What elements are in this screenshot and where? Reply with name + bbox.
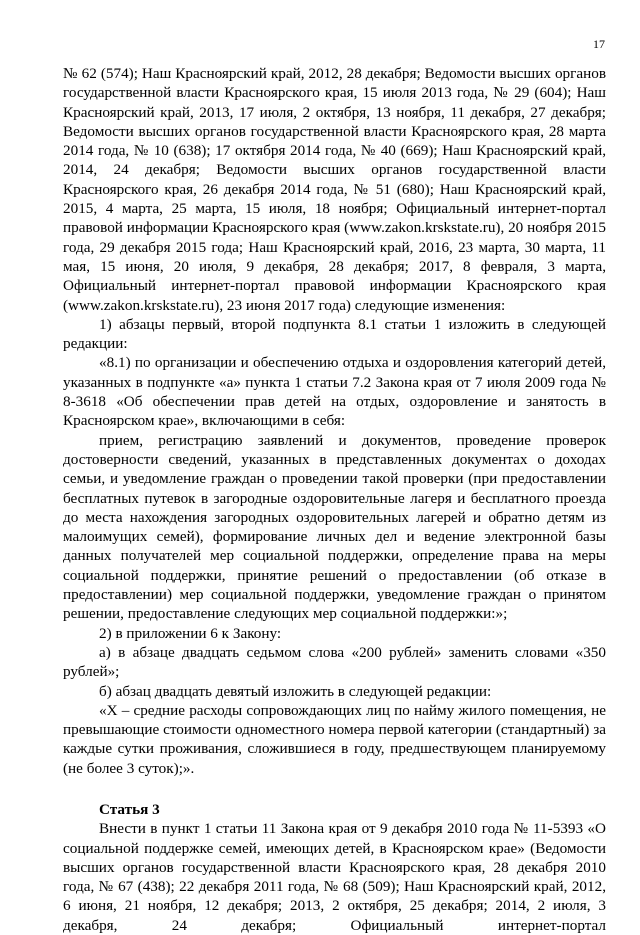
paragraph-quote-8-1: «8.1) по организации и обеспечению отдыха и оздоровления категорий детей, указанных в подпункте «а» пункта 1 статьи 7.2 Закона края от 7 июля 2009 года № 8-3618 «Об обеспечении прав детей на отдых, оздоровление и занятость в Красноярском крае», включающими в себя: (63, 354, 606, 430)
paragraph-reception: прием, регистрацию заявлений и документов, проведение проверок достоверности сведений, указанных в представленных документах о доходах семьи, и уведомление граждан о проведении такой проверки (при предоставлении бесплатных путевок в загородные оздоровительные лагеря и бесплатного проезда до места нахождения загородных оздоровительных лагерей и обратно детям из малоимущих семей), формирование личных дел и ведение электронной базы данных получателей мер социальной поддержки, определение права на меры социальной поддержки, принятие решений о предоставлении (об отказе в предоставлении) мер социальной поддержки, уведомление граждан о принятом решении, предоставление следующих мер социальной поддержки:»; (63, 431, 606, 623)
paragraph-formula-x: «Х – средние расходы сопровождающих лиц по найму жилого помещения, не превышающие стоимости одноместного номера первой категории (стандартный) за каждые сутки проживания, сложившиеся в году, предшествующем планируемому (не более 3 суток);». (63, 701, 606, 777)
article-3-heading: Статья 3 (99, 800, 160, 818)
section-gap (63, 778, 606, 800)
paragraph-article-3: Внести в пункт 1 статьи 11 Закона края от 9 декабря 2010 года № 11-5393 «О социальной поддержке семей, имеющих детей, в Красноярском крае» (Ведомости высших органов государственной власти Красноярского края, 28 декабря 2010 года, № 67 (438); 22 декабря 2011 года, № 68 (509); Наш Красноярский край, 2012, 6 июня, 21 ноября, 12 декабря; 2013, 2 октября, 25 декабря; 2014, 2 июля, 3 декабря, 24 декабря; Официальный интернет-портал (63, 820, 606, 934)
paragraph-publications: № 62 (574); Наш Красноярский край, 2012, 28 декабря; Ведомости высших органов государственной власти Красноярского края, 15 июля 2013 года, № 29 (604); Наш Красноярский край, 2013, 17 июля, 2 октября, 13 ноября, 11 декабря, 27 декабря; Ведомости высших органов государственной власти Красноярского края, 28 марта 2014 года, № 10 (638); 17 октября 2014 года, № 40 (669); Наш Красноярский край, 2014, 24 декабря; Ведомости высших органов государственной власти Красноярского края, 26 декабря 2014 года, № 51 (680); Наш Красноярский край, 2015, 4 марта, 25 марта, 15 июля, 18 ноября; Официальный интернет-портал правовой информации Красноярского края (www.zakon.krskstate.ru), 20 ноября 2015 года, 29 декабря 2015 года; Наш Красноярский край, 2016, 23 марта, 30 марта, 11 мая, 15 июня, 20 июля, 9 декабря, 28 декабря; 2017, 8 февраля, 3 марта, Официальный интернет-портал правовой информации Красноярского края (www.zakon.krskstate.ru), 23 июня 2017 года) следующие изменения: (63, 65, 606, 314)
document-body (63, 64, 606, 935)
paragraph-item-2: 2) в приложении 6 к Закону: (99, 624, 282, 642)
page-number: 17 (593, 37, 605, 51)
paragraph-item-1: 1) абзацы первый, второй подпункта 8.1 статьи 1 изложить в следующей редакции: (63, 315, 606, 353)
paragraph-item-2b: б) абзац двадцать девятый изложить в следующей редакции: (99, 682, 492, 700)
paragraph-item-2a: а) в абзаце двадцать седьмом слова «200 рублей» заменить словами «350 рублей»; (63, 643, 606, 681)
